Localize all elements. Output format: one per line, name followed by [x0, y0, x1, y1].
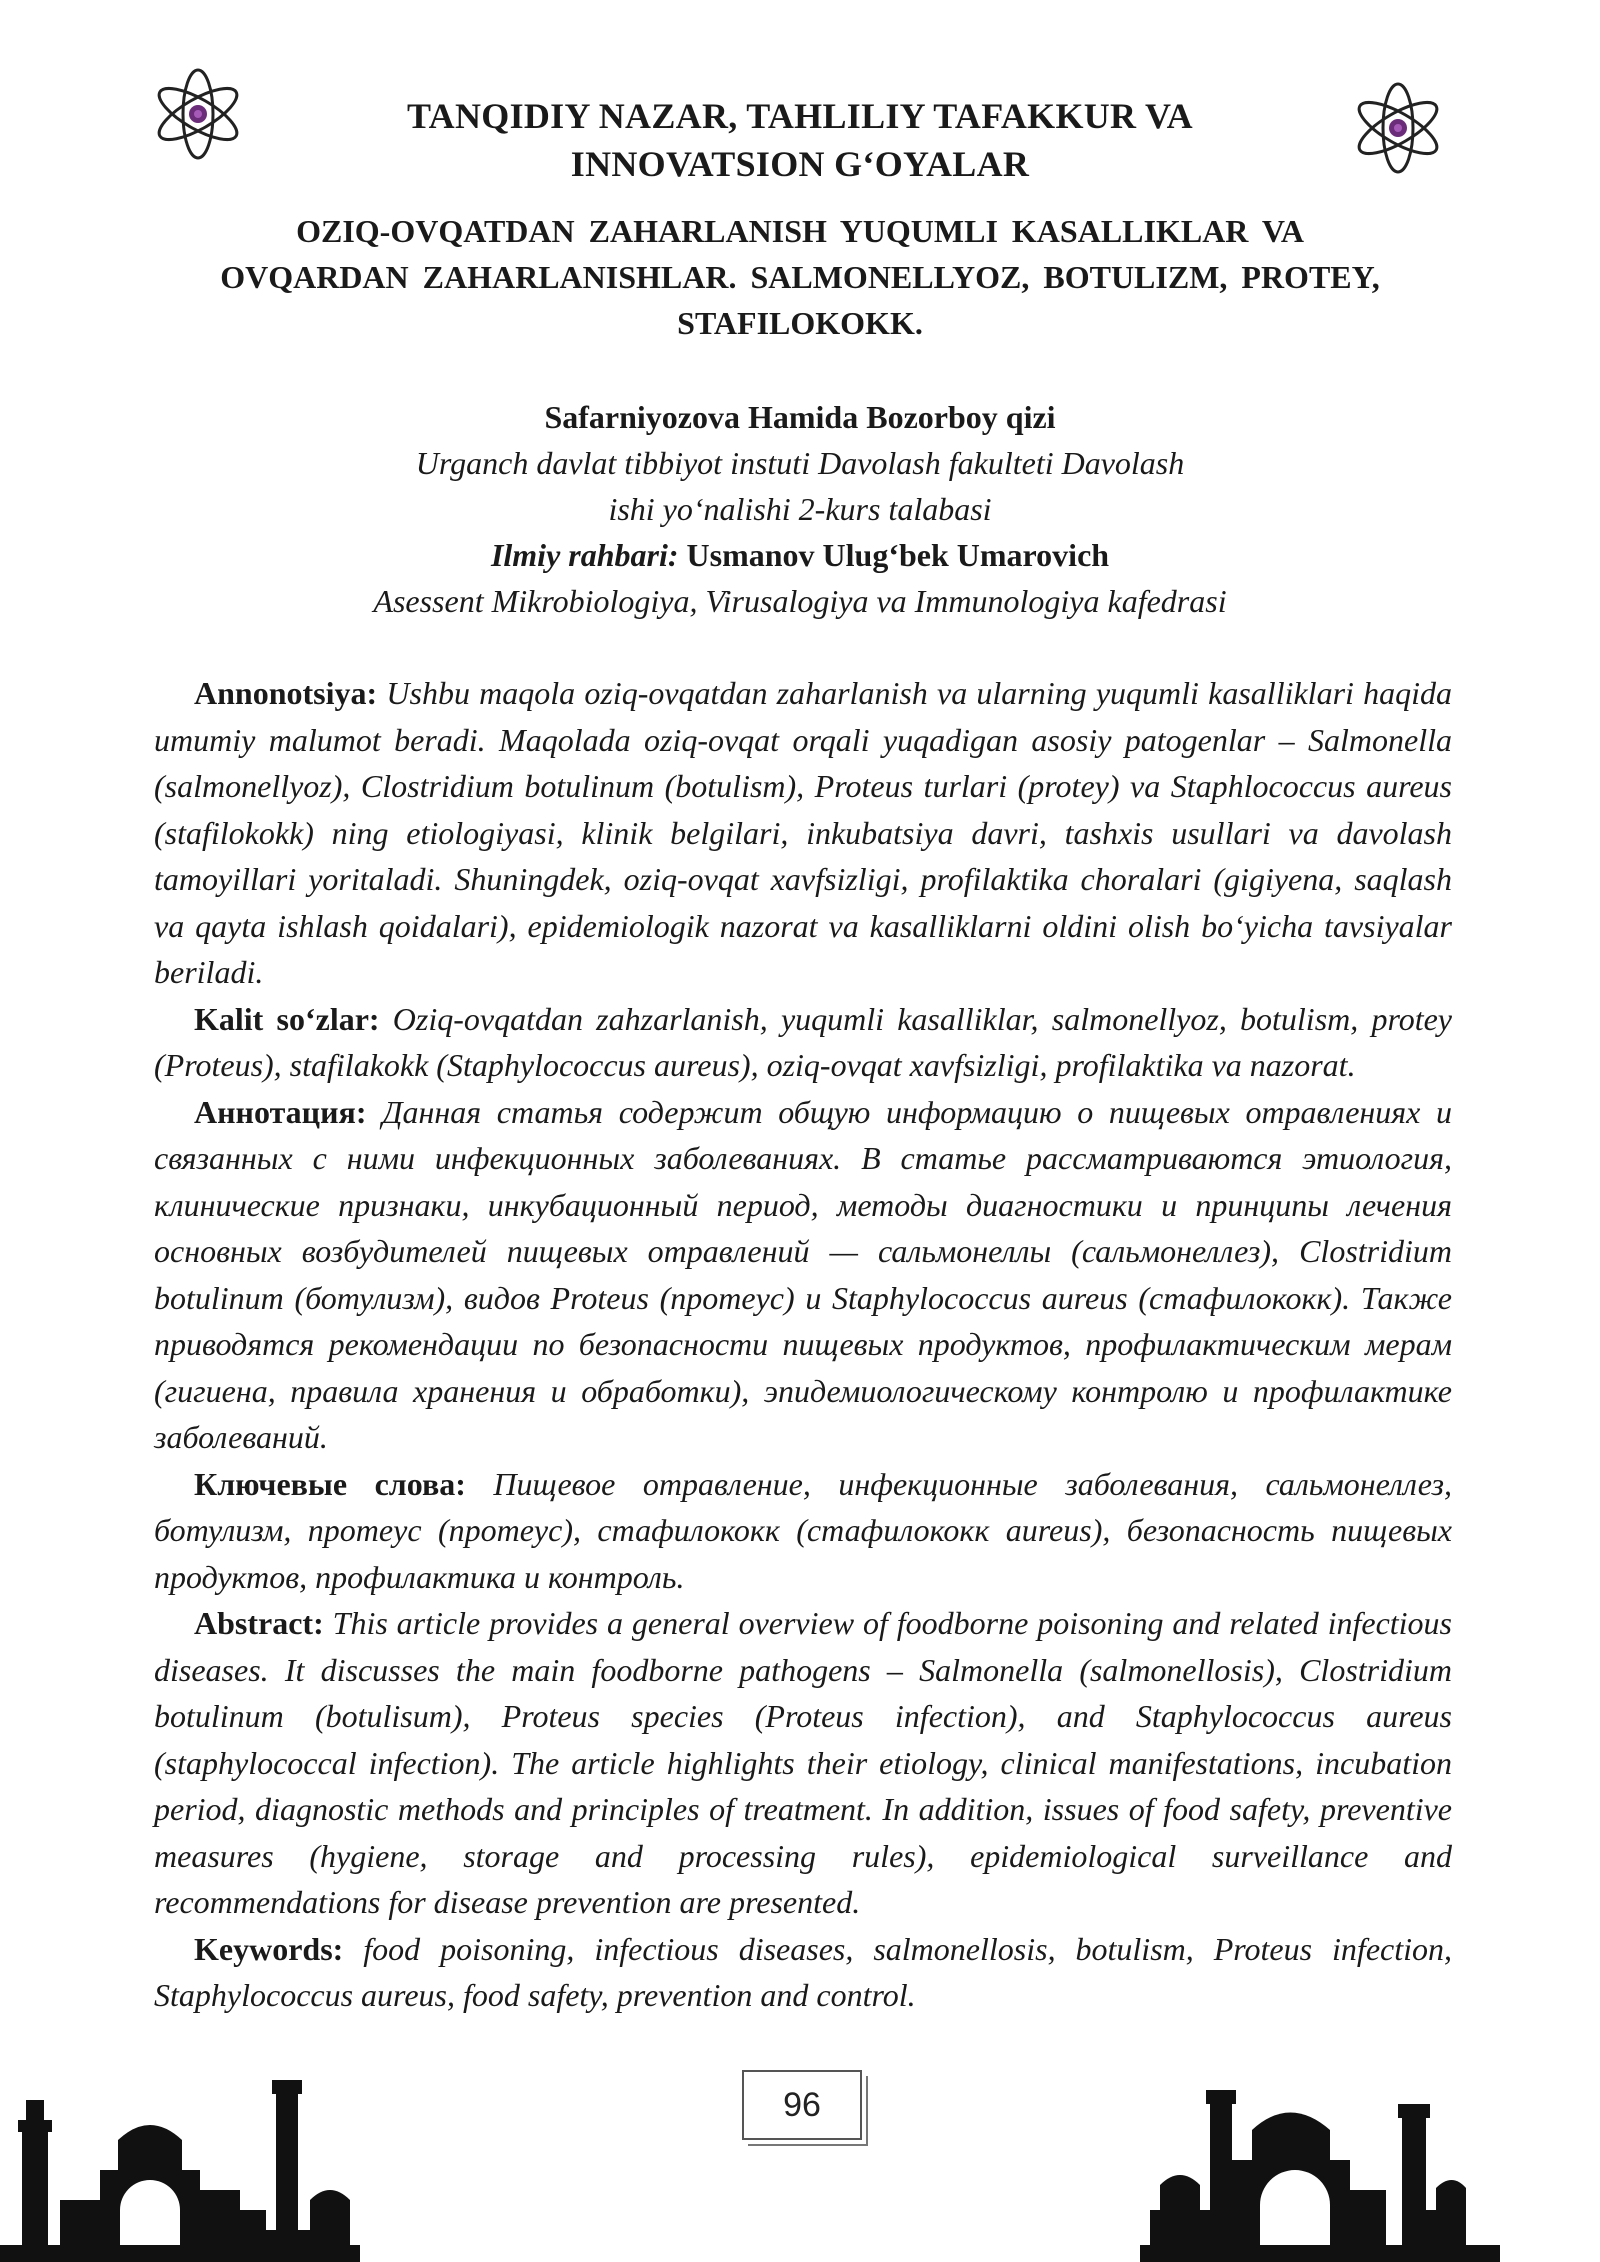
annotation-uz	[154, 670, 1452, 996]
keywords-uz-text: Oziq-ovqatdan zahzarlanish, yuqumli kasalliklar, salmonellyoz, botulism, protey (Proteus), stafilakokk (Staphylococcus aureus), oziq-ovqat xavfsizligi, profilaktika va nazorat.	[154, 1000, 1452, 1083]
journal-title-line: TANQIDIY NAZAR, TAHLILIY TAFAKKUR VA	[407, 96, 1193, 136]
page-number: 96	[742, 2070, 862, 2140]
annotation-ru	[154, 1089, 1452, 1461]
skyline-silhouette-icon	[1140, 2060, 1500, 2262]
keywords-ru	[154, 1461, 1452, 1601]
advisor-line	[160, 532, 1440, 578]
annotation-ru-text: Данная статья содержит общую информацию о пищевых отравлениях и связанных с ними инфекционных заболеваниях. В статье рассматриваются этиология, клинические признаки, инкубационный период, методы диагностики и принципы лечения основных возбудителей пищевых отравлений — сальмонеллы (сальмонеллез), Clostridium botulinum (ботулизм), видов Proteus (протеус) и Staphylococcus aureus (стафилококк). Также приводятся рекомендации по безопасности пищевых продуктов, профилактическим мерам (гигиена, правила хранения и обработки), эпидемиологическому контролю и профилактике заболеваний.	[154, 1093, 1453, 1455]
keywords-ru-label: Ключевые слова:	[194, 1465, 466, 1502]
author-affiliation: Urganch davlat tibbiyot instuti Davolash fakulteti Davolash	[415, 445, 1185, 481]
advisor-label: Ilmiy rahbari:	[490, 537, 679, 573]
article-title-line: OZIQ-OVQATDAN ZAHARLANISH YUQUMLI KASALLIKLAR VA	[296, 213, 1304, 249]
journal-title-line: INNOVATSION G‘OYALAR	[570, 144, 1030, 184]
annotation-uz-text: Ushbu maqola oziq-ovqatdan zaharlanish va ularning yuqumli kasalliklari haqida umumiy malumot beradi. Maqolada oziq-ovqat orqali yuqadigan asosiy patogenlar – Salmonella (salmonellyoz), Clostridium botulinum (botulism), Proteus turlari (protey) va Staphlococcus aureus (stafilokokk) ning etiologiyasi, klinik belgilari, inkubatsiya davri, tashxis usullari va davolash tamoyillari yoritaladi. Shuningdek, oziq-ovqat xavfsizligi, profilaktika choralari (gigiyena, saqlash va qayta ishlash qoidalari), epidemiologik nazorat va kasalliklarni oldini olish bo‘yicha tavsiyalar beriladi.	[154, 675, 1453, 990]
keywords-uz	[154, 996, 1452, 1089]
article-title-line: OVQARDAN ZAHARLANISHLAR. SALMONELLYOZ, BOTULIZM, PROTEY,	[220, 259, 1380, 295]
abstract-en-text: This article provides a general overview of foodborne poisoning and related infectious diseases. It discusses the main foodborne pathogens – Salmonella (salmonellosis), Clostridium botulinum (botulisum), Proteus species (Proteus infection), and Staphylococcus aureus (staphylococcal infection). The article highlights their etiology, clinical manifestations, incubation period, diagnostic methods and principles of treatment. In addition, issues of food safety, preventive measures (hygiene, storage and processing rules), epidemiological surveillance and recommendations for disease prevention are presented.	[154, 1605, 1453, 1920]
article-title	[160, 208, 1440, 346]
abstract-en	[154, 1600, 1452, 1926]
author-name: Safarniyozova Hamida Bozorboy qizi	[544, 399, 1056, 435]
annotation-uz-label: Annonotsiya:	[194, 675, 378, 711]
atom-logo-icon	[1348, 78, 1448, 178]
atom-logo-icon	[148, 64, 248, 164]
keywords-en-label: Keywords:	[194, 1930, 344, 1967]
keywords-en-text: food poisoning, infectious diseases, salmonellosis, botulism, Proteus infection, Staphylococcus aureus, food safety, prevention and control.	[154, 1930, 1453, 2013]
journal-title	[300, 92, 1300, 188]
keywords-en	[154, 1926, 1452, 2019]
abstract-en-label: Abstract:	[194, 1605, 324, 1641]
author-affiliation: ishi yo‘nalishi 2-kurs talabasi	[608, 491, 992, 527]
advisor-name: Usmanov Ulug‘bek Umarovich	[686, 537, 1110, 573]
keywords-ru-text: Пищевое отравление, инфекционные заболевания, сальмонеллез, ботулизм, протеус (протеус), стафилококк (стафилококк aureus), безопасность пищевых продуктов, профилактика и контроль.	[154, 1465, 1453, 1595]
article-body	[154, 670, 1452, 2019]
author-block	[160, 394, 1440, 624]
skyline-silhouette-icon	[0, 2060, 360, 2262]
annotation-ru-label: Аннотация:	[194, 1093, 367, 1130]
article-title-line: STAFILOKOKK.	[677, 305, 923, 341]
advisor-affiliation: Asessent Mikrobiologiya, Virusalogiya va Immunologiya kafedrasi	[373, 583, 1227, 619]
keywords-uz-label: Kalit so‘zlar:	[194, 1000, 380, 1037]
